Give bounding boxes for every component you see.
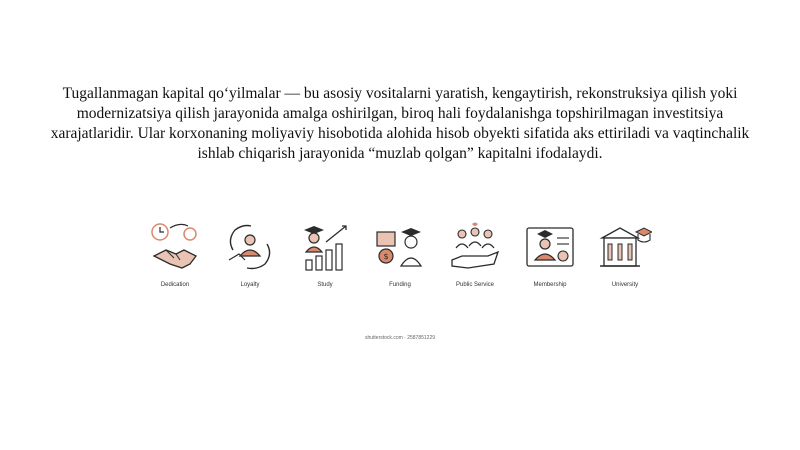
icon-item-public-service <box>440 220 510 310</box>
icon-label: Study <box>317 282 333 288</box>
icon-item-loyalty <box>215 220 285 310</box>
icon-label: Funding <box>389 282 411 288</box>
icon-label: Public Service <box>455 282 494 288</box>
icon-item-dedication <box>140 220 210 310</box>
university-building-icon <box>598 220 652 274</box>
member-card-icon <box>523 220 577 274</box>
hand-people-icon <box>448 220 502 274</box>
svg-text:$: $ <box>383 252 389 261</box>
icon-label: Loyalty <box>240 282 260 288</box>
icon-strip <box>140 220 670 310</box>
body-paragraph: Tugallanmagan kapital qo‘yilmalar — bu asosiy vositalarni yaratish, kengaytirish, rekonstruksiya qilish yoki modernizatsiya qilish jarayonida amalga oshirilgan, biroq hali foydalanishga topshirilmagan investitsiya xarajatlaridir. Ular korxonaning moliyaviy hisobotida alohida hisob obyekti sifatida aks ettiriladi va vaqtinchalik ishlab chiqarish jarayonida “muzlab qolgan” kapitalni ifodalaydi. <box>50 85 750 162</box>
graduate-growth-chart-icon <box>298 220 352 274</box>
handshake-clock-icon <box>148 220 202 274</box>
icon-item-university <box>590 220 660 310</box>
icon-label: Membership <box>533 282 567 288</box>
image-credit: shutterstock.com · 2587851229 <box>364 335 436 341</box>
icon-label: University <box>611 282 639 288</box>
icon-item-funding <box>365 220 435 310</box>
icon-item-membership <box>515 220 585 310</box>
hands-person-icon <box>223 220 277 274</box>
icon-label: Dedication <box>160 282 190 288</box>
icon-item-study <box>290 220 360 310</box>
graduate-money-icon <box>373 220 427 274</box>
